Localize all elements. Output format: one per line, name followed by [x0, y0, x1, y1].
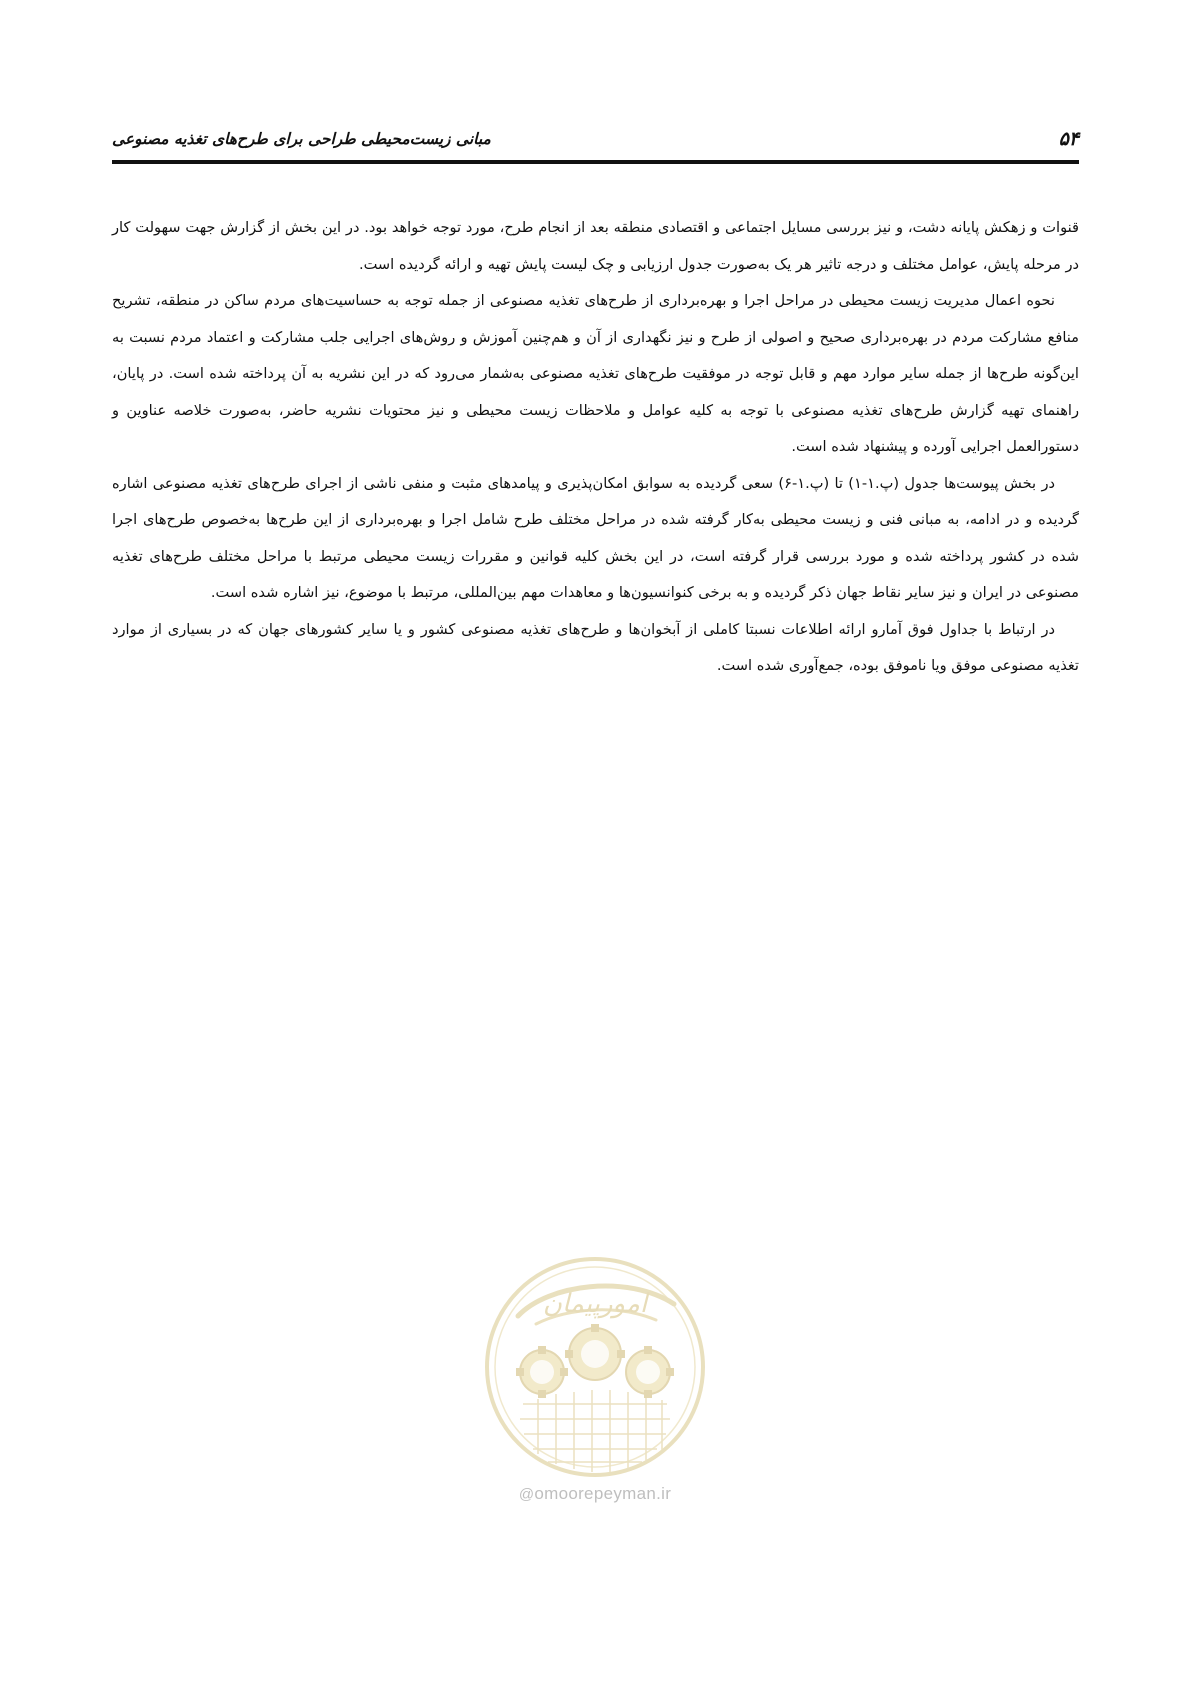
- paragraph: قنوات و زهکش پایانه دشت، و نیز بررسی مسایل اجتماعی و اقتصادی منطقه بعد از انجام طرح، مورد توجه خواهد بود. در این بخش از گزارش جهت سهولت کار در مرحله پایش، عوامل مختلف و درجه تاثیر هر یک به‌صورت جدول ارزیابی و چک لیست پایش تهیه و ارائه گردیده است.: [112, 219, 1079, 273]
- header-rule: [112, 160, 1079, 164]
- page-number: ۵۴: [1058, 128, 1079, 150]
- paragraph: نحوه اعمال مدیریت زیست محیطی در مراحل اجرا و بهره‌برداری از طرح‌های تغذیه مصنوعی از جمله توجه به حساسیت‌های مردم ساکن در منطقه، تشریح منافع مشارکت مردم در بهره‌برداری صحیح و اصولی از طرح و نیز نگهداری از آن و هم‌چنین آموزش و روش‌های اجرایی جلب مشارکت و اعتماد مردم نسبت به این‌گونه طرح‌ها از جمله سایر موارد مهم و قابل توجه در موفقیت طرح‌های تغذیه مصنوعی به‌شمار می‌رود که در این نشریه به آن پرداخته شده است. در پایان، راهنمای تهیه گزارش طرح‌های تغذیه مصنوعی با توجه به کلیه عوامل و ملاحظات زیست محیطی و نیز محتویات نشریه حاضر، به‌صورت خلاصه عناوین و دستورالعمل اجرایی آورده و پیشنهاد شده است.: [112, 292, 1079, 455]
- at-symbol-icon: @: [518, 1486, 535, 1503]
- paragraph: در بخش پیوست‌ها جدول (پ.۱-۱) تا (پ.۱-۶) سعی گردیده به سوابق امکان‌پذیری و پیامدهای مثبت و منفی ناشی از اجرای طرح‌های تغذیه مصنوعی اشاره گردیده و در ادامه، به مبانی فنی و زیست محیطی به‌کار گرفته شده در مراحل مختلف طرح شامل اجرا و بهره‌برداری از این طرح‌ها به‌خصوص طرح‌های اجرا شده در کشور پرداخته شده و مورد بررسی قرار گرفته است، در این بخش کلیه قوانین و مقررات زیست محیطی مرتبط با مراحل مختلف طرح‌های تغذیه مصنوعی در ایران و نیز سایر نقاط جهان ذکر گردیده و به برخی کنوانسیون‌ها و معاهدات مهم بین‌المللی، مرتبط با موضوع، نیز اشاره شده است.: [112, 474, 1079, 601]
- watermark-url: [478, 1484, 712, 1504]
- watermark-logo-text: امورپیمان: [542, 1289, 648, 1319]
- body-text: [112, 210, 1079, 685]
- running-title: مبانی زیست‌محیطی طراحی برای طرح‌های تغذیه مصنوعی: [112, 130, 491, 148]
- watermark: [478, 1254, 712, 1506]
- watermark-logo-icon: [478, 1254, 712, 1480]
- page-header: [112, 118, 1079, 164]
- watermark-url-text: omoorepeyman.ir: [534, 1484, 672, 1503]
- paragraph: در ارتباط با جداول فوق آمارو ارائه اطلاعات نسبتا کاملی از آبخوان‌ها و طرح‌های تغذیه مصنوعی کشور و یا سایر کشورهای جهان که در بسیاری از موارد تغذیه مصنوعی موفق ویا ناموفق بوده، جمع‌آوری شده است.: [112, 620, 1079, 674]
